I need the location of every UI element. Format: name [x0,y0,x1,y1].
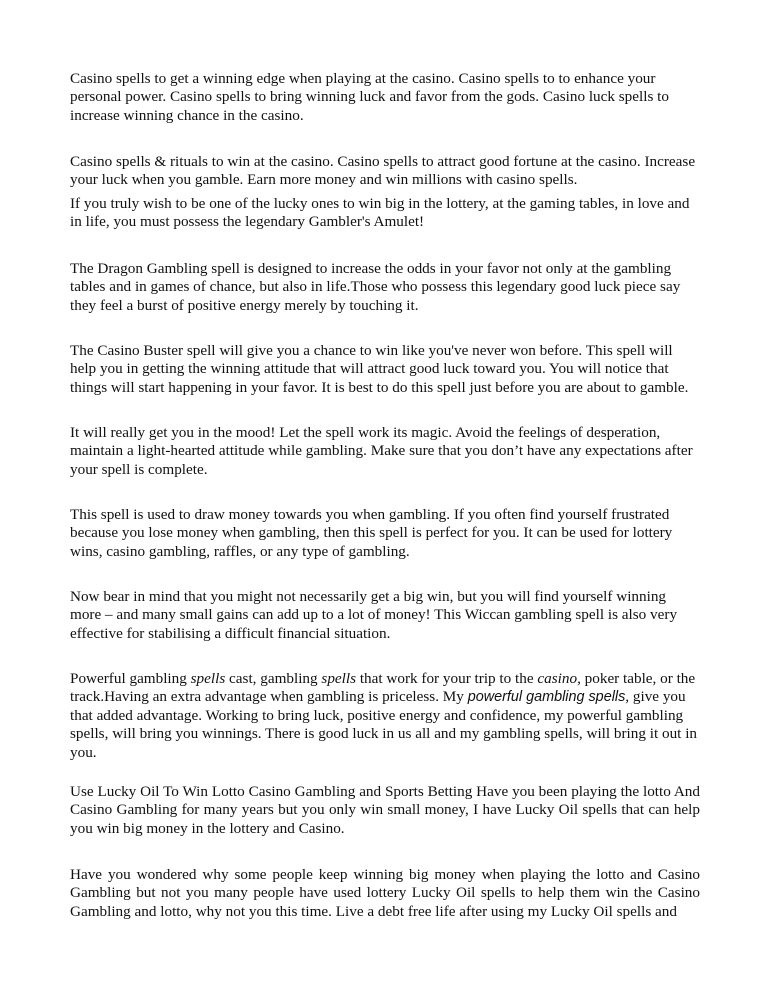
paragraph-casino-buster: The Casino Buster spell will give you a chance to win like you've never won before. This spell will help you in getting the winning attitude that will attract good luck toward you. You will notice that things will start happening in your favor. It is best to do this spell just before you are about to gamble. [70,342,689,396]
p9-text-4: , poker table, or the track.Having an extra advantage when gambling is priceless. My [70,670,696,706]
paragraph-dragon-spell: The Dragon Gambling spell is designed to increase the odds in your favor not only at the gambling tables and in games of chance, but also in life.Those who possess this legendary good luck piece say they feel a burst of positive energy merely by touching it. [70,260,681,314]
p9-text-5: , give you that added advantage. Working to bring luck, positive energy and confidence, my powerful gambling spells, will bring you winnings. There is good luck in us all and my gambling spells, will bring it out in you. [70,688,698,761]
paragraph-draw-money: This spell is used to draw money towards you when gambling. If you often find yourself frustrated because you lose money when gambling, then this spell is perfect for you. It can be used for lottery wins, casino gambling, raffles, or any type of gambling. [70,506,673,560]
paragraph-gamblers-amulet: If you truly wish to be one of the lucky ones to win big in the lottery, at the gaming tables, in love and in life, you must possess the legendary Gambler's Amulet! [70,195,690,231]
p9-italic-spells-1: spells [190,670,226,687]
paragraph-winning-big: Have you wondered why some people keep winning big money when playing the lotto and Casino Gambling but not you many people have used lottery Lucky Oil spells to help them win the Casino Gambling and lotto, why not you this time. Live a debt free life after using my Lucky Oil spells and [70,866,700,920]
paragraph-casino-edge: Casino spells to get a winning edge when playing at the casino. Casino spells to to enhance your personal power. Casino spells to bring winning luck and favor from the gods. Casino luck spells to increase winning chance in the casino. [70,70,669,124]
p9-italic-powerful-spells: powerful gambling spells [467,689,626,706]
paragraph-rituals: Casino spells & rituals to win at the casino. Casino spells to attract good fortune at the casino. Increase your luck when you gamble. Earn more money and win millions with casino spells. [70,153,696,189]
p9-italic-casino: casino [537,670,578,687]
p9-italic-spells-2: spells [321,670,357,687]
p9-text-1: Powerful gambling [70,670,191,687]
paragraph-small-gains: Now bear in mind that you might not necessarily get a big win, but you will find yourself winning more – and many small gains can add up to a lot of money! This Wiccan gambling spell is also very effective for stabilising a difficult financial situation. [70,588,678,642]
paragraph-lucky-oil: Use Lucky Oil To Win Lotto Casino Gambling and Sports Betting Have you been playing the lotto And Casino Gambling for many years but you only win small money, I have Lucky Oil spells that can help you win big money in the lottery and Casino. [70,783,700,837]
paragraph-powerful-spells [70,670,700,762]
paragraph-mood: It will really get you in the mood! Let the spell work its magic. Avoid the feelings of desperation, maintain a light-hearted attitude while gambling. Make sure that you don’t have any expectations after your spell is complete. [70,424,693,478]
p9-text-2: cast, gambling [225,670,322,687]
p9-text-3: that work for your trip to the [356,670,538,687]
